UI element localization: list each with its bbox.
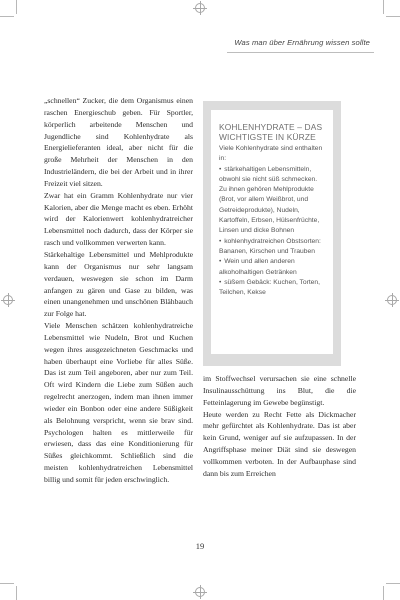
bullet-icon: • — [219, 258, 222, 266]
info-box-list — [219, 165, 325, 299]
crop-mark — [383, 0, 384, 14]
paragraph: Viele Menschen schätzen kohlenhydratreiche Lebensmittel wie Nudeln, Brot und Kuchen wegen ihres ausgezeichneten Geschmacks und haben überhaupt eine Vorliebe für alles Süße. Das ist zum Teil angeboren, aber nur zum Teil. Oft wird Kindern die Liebe zum Süßen auch regelrecht anerzogen, indem man ihnen immer wieder ein Bonbon oder eine andere Süßigkeit als Belohnung verspricht, wenn sie brav sind. Psychologen halten es mittlerweile für erwiesen, dass das eine Konditionierung für Süßes gleichkommt. Schließlich sind die meisten kohlenhydratreichen Lebensmittel billig und somit für jeden erschwinglich. — [44, 321, 193, 484]
registration-mark-icon — [3, 295, 13, 305]
registration-mark-icon — [195, 3, 205, 13]
paragraph: Stärkehaltige Lebensmittel und Mehlprodukte kann der Organismus nur sehr langsam verdauen, weswegen sie schon im Darm anfangen zu gären und Gase zu bilden, was einen unangenehmen und unschönen Blähbauch zur Folge hat. — [44, 249, 193, 319]
info-box-content — [211, 110, 333, 354]
header-rule — [227, 52, 374, 53]
paragraph: „schnellen“ Zucker, die dem Organismus einen raschen Energieschub geben. Für Sportler, körperlich arbeitende Menschen und Jugendliche sind Kohlenhydrate als Energielieferanten ideal, aber nicht für die große Mehrheit der Menschen in den Industrieländern, die bei der Arbeit und in ihrer Freizeit viel sitzen. — [44, 96, 193, 188]
bullet-icon: • — [219, 278, 222, 286]
list-item: • süßem Gebäck: Kuchen, Torten, Teilchen, Kekse — [219, 278, 320, 297]
bullet-icon: • — [219, 237, 222, 245]
crop-mark — [386, 583, 400, 584]
list-item: • Wein und allen anderen alkoholhaltigen Getränken — [219, 258, 297, 276]
list-item: • stärkehaltigen Lebensmitteln, obwohl sie nicht süß schmecken. Zu ihnen gehören Mehlprodukte (Brot, vor allem Weißbrot, und Getreideprodukte), Nudeln, Kartoffeln, Erbsen, Hülsenfrüchte, Linsen und dicke Bohnen — [219, 165, 320, 235]
right-column — [203, 373, 356, 480]
paragraph: Zwar hat ein Gramm Kohlenhydrate nur vier Kalorien, aber die Menge macht es eben. Erhöht wird der Kalorienwert kohlenhydratreicher Lebensmittel noch dadurch, dass der Körper sie rasch und vollkommen verwerten kann. — [44, 190, 193, 248]
page-number: 19 — [195, 541, 205, 551]
paragraph: Heute werden zu Recht Fette als Dickmacher mehr gefürchtet als Kohlenhydrate. Das ist aber kein Grund, weniger auf sie aufzupassen. In der Angriffsphase meiner Diät sind sie deswegen vollkommen verboten. In der Aufbauphase sind dann bis zum Erreichen — [203, 409, 356, 478]
crop-mark — [16, 0, 17, 14]
info-box-title: KOHLENHYDRATE – DAS WICHTIGSTE IN KÜRZE — [219, 122, 323, 142]
registration-mark-icon — [195, 587, 205, 597]
info-box — [203, 101, 341, 366]
info-box-intro: Viele Kohlenhydrate sind enthalten in: — [219, 145, 323, 163]
crop-mark — [16, 586, 17, 600]
running-header: Was man über Ernährung wissen sollte — [234, 38, 370, 47]
registration-mark-icon — [387, 295, 397, 305]
crop-mark — [383, 586, 384, 600]
paragraph: im Stoffwechsel verursachen sie eine schnelle Insulinausschüttung ins Blut, die die Fetteinlagerung im Gewebe begünstigt. — [203, 374, 356, 407]
bullet-icon: • — [219, 165, 222, 173]
crop-mark — [386, 16, 400, 17]
crop-mark — [0, 583, 14, 584]
list-item: • kohlenhydratreichen Obstsorten: Bananen, Kirschen und Trauben — [219, 237, 321, 255]
left-column — [44, 95, 193, 486]
crop-mark — [0, 16, 14, 17]
